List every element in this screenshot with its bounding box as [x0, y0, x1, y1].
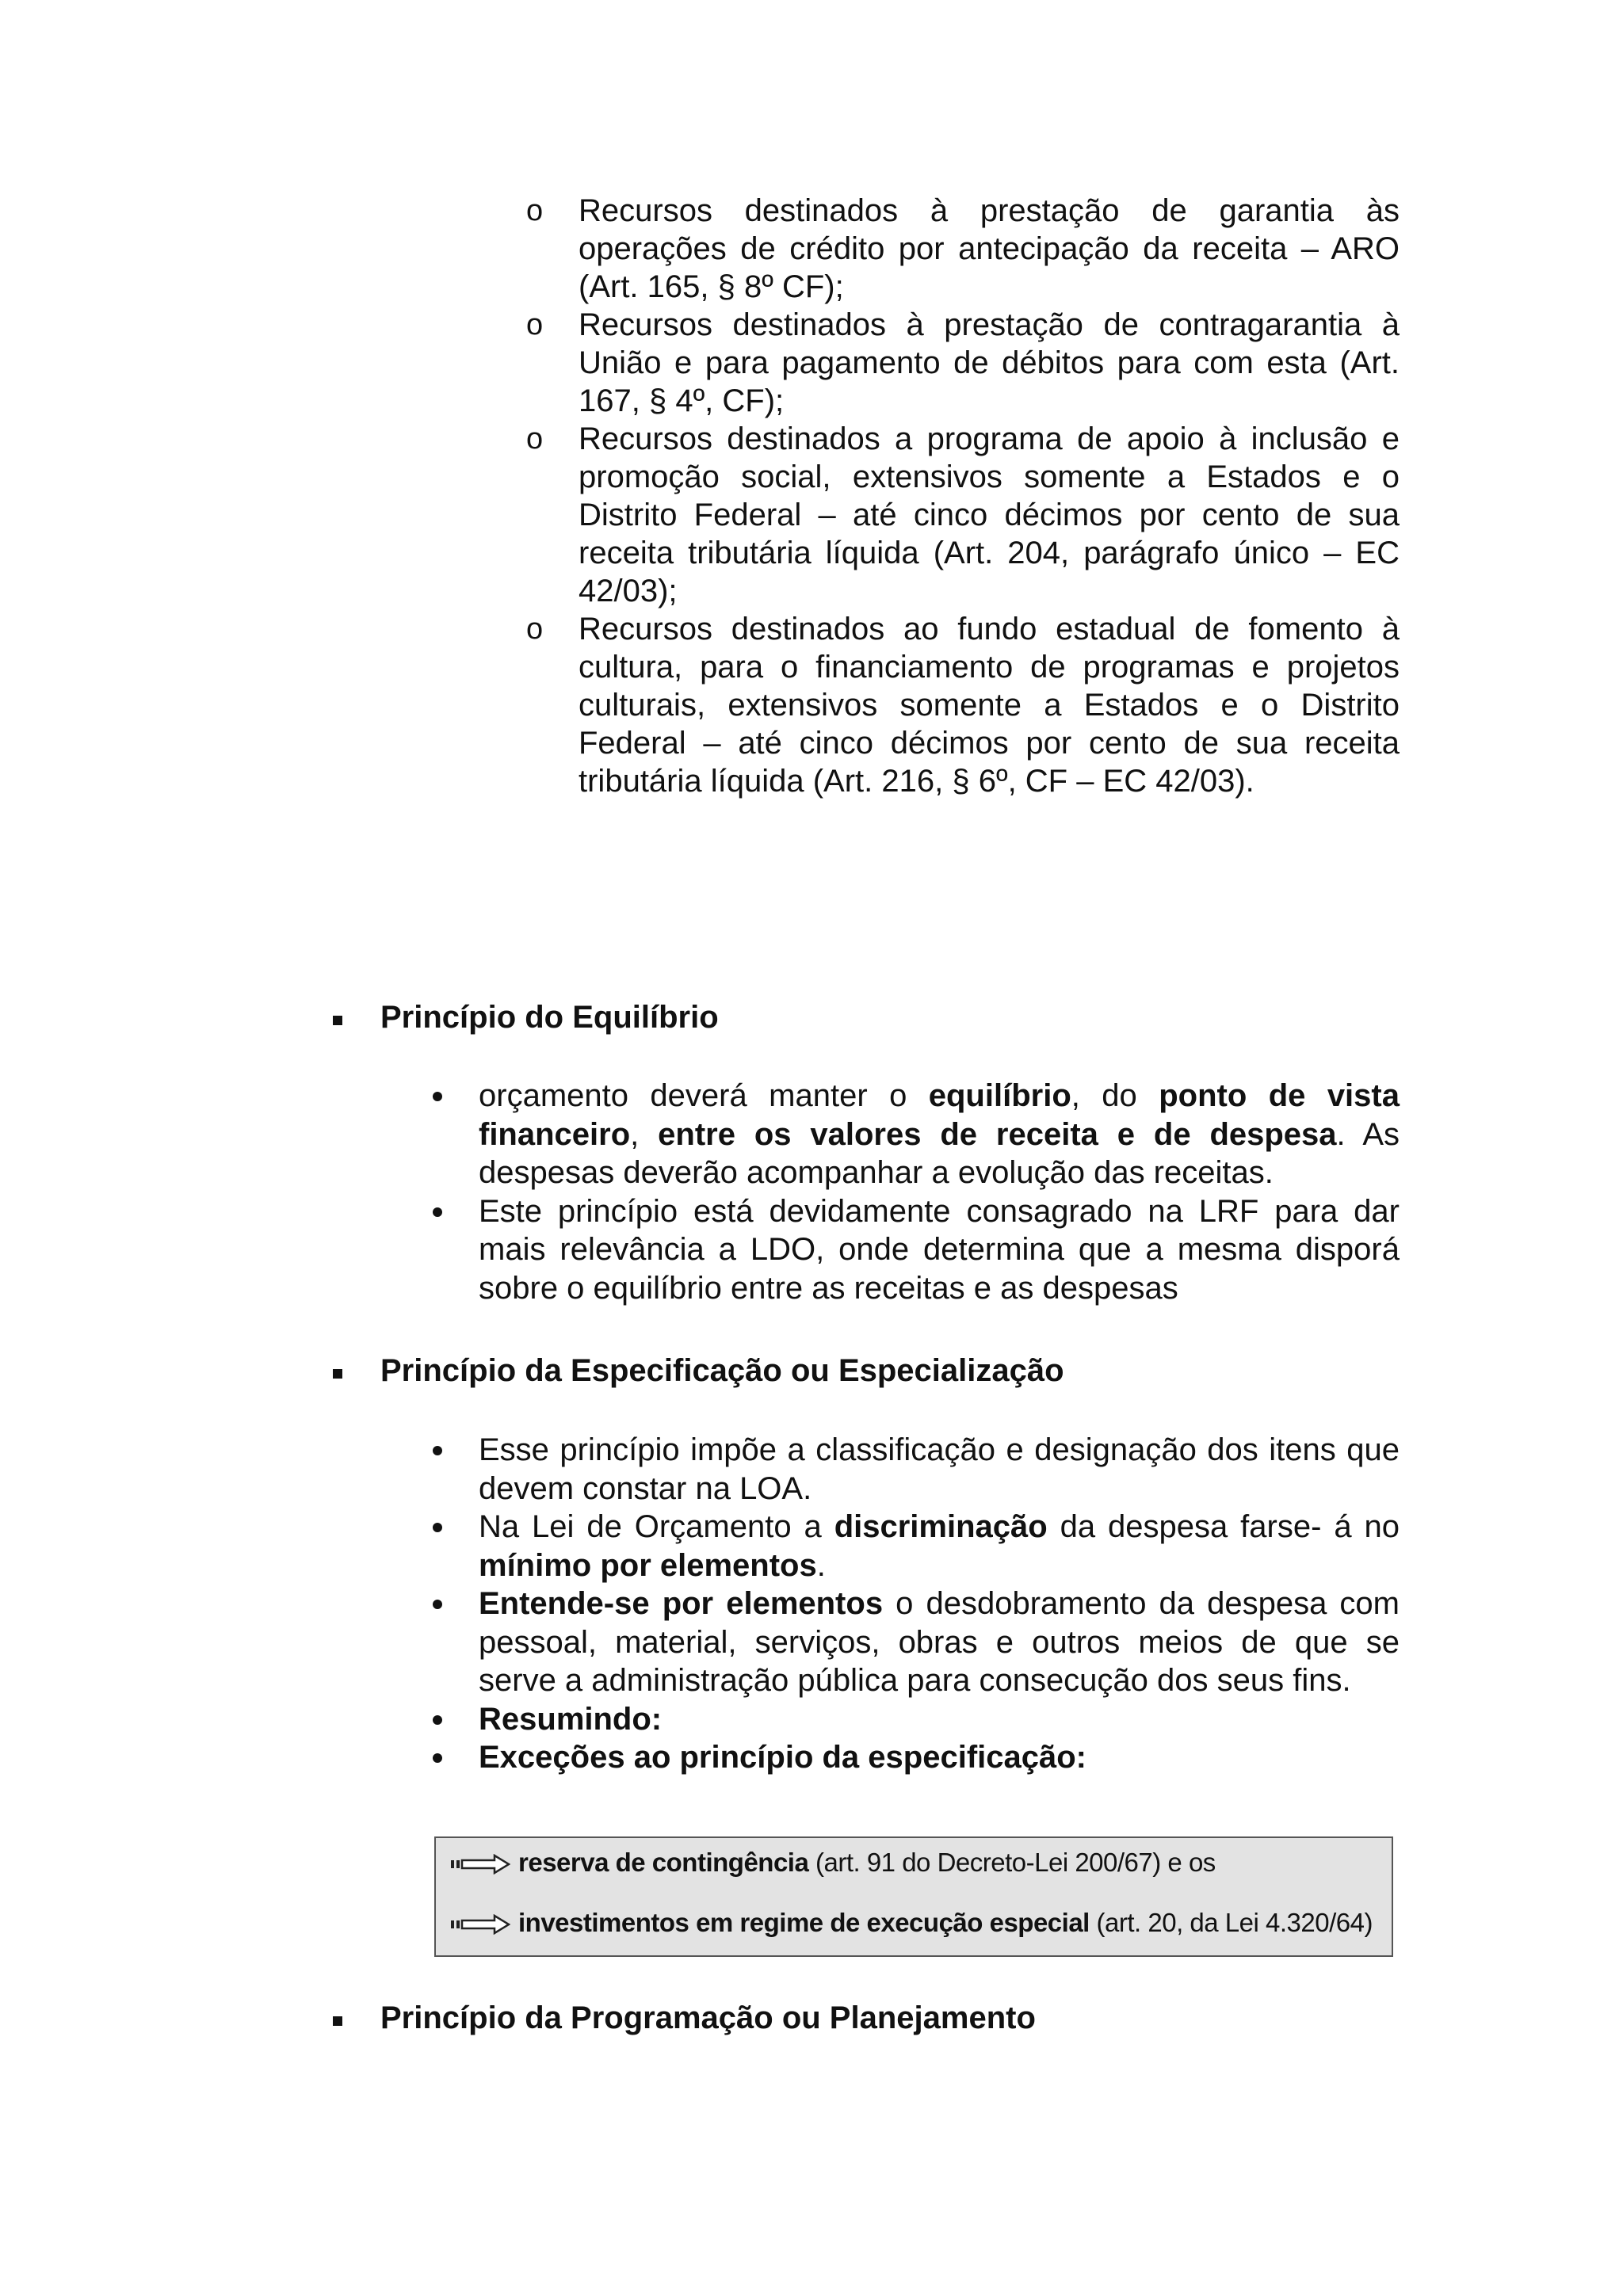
arrow-right-icon [450, 1854, 510, 1875]
list-item: Esse princípio impõe a classificação e designação dos itens que devem constar na LOA. [428, 1431, 1400, 1508]
exceptions-box [434, 1836, 1393, 1957]
bullet-dot-icon [433, 1092, 442, 1101]
bullet-dot-icon [433, 1446, 442, 1455]
equilibrio-bullet-list [428, 1077, 1400, 1307]
square-bullet-icon [333, 1369, 342, 1379]
list-item: Resumindo: [428, 1700, 1400, 1739]
list-item: o Recursos destinados a programa de apoio à inclusão e promoção social, extensivos somente a Estados e o Distrito Federal – até cinco décimos por cento de sua receita tributária líquida (Art. 204, parágrafo único – EC 42/03); [526, 421, 1400, 608]
exception-row: investimentos em regime de execução especial (art. 20, da Lei 4.320/64) [450, 1908, 1373, 1938]
circle-marker-icon: o [526, 612, 544, 646]
list-item: Entende-se por elementos o desdobramento da despesa com pessoal, material, serviços, obras e outros meios de que se serve a administração pública para consecução dos seus fins. [428, 1585, 1400, 1700]
list-item: Na Lei de Orçamento a discriminação da despesa farse- á no mínimo por elementos. [428, 1508, 1400, 1585]
list-item: orçamento deverá manter o equilíbrio, do ponto de vista financeiro, entre os valores de receita e de despesa. As despesas deverão acompanhar a evolução das receitas. [428, 1077, 1400, 1192]
square-bullet-icon [333, 1016, 342, 1025]
list-item: o Recursos destinados ao fundo estadual de fomento à cultura, para o financiamento de programas e projetos culturais, extensivos somente a Estados e o Distrito Federal – até cinco décimos por cento de sua receita tributária líquida (Art. 216, § 6º, CF – EC 42/03). [526, 612, 1400, 799]
especificacao-bullet-list [428, 1431, 1400, 1777]
document-page: o Recursos destinados à prestação de garantia às operações de crédito por antecipação da receita – ARO (Art. 165, § 8º CF); o Recursos destinados à prestação de contragarantia à União e para pagamento de débitos para com esta (Art. 167, § 4º, CF); o Recursos destinados a programa de apoio à inclusão e promoção social, extensivos somente a Estados e o Distrito Federal – até cinco décimos por cento de sua receita tributária líquida (Art. 204, parágrafo único – EC 42/03); o Recursos destinados ao fundo estadual de fomento à cultura, para o financiamento de programas e projetos culturais, extensivos somente a Estados e o Distrito Federal – até cinco décimos por cento de sua receita tributária líquida (Art. 216, § 6º, CF – EC 42/03). Princípio do Equilíbrio orçamento deverá manter o equilíbrio, do ponto de vista financeiro, entre os valores de receita e de despesa. As despesas deverão acompanhar a evolução das receitas. Este princípio está devidamente consagrado na LRF para dar mais relevância a LDO, onde determina que a mesma disporá sobre o equilíbrio entre as receitas e as despesas Princípio da Especificação ou Especialização Esse princípio impõe a classificação e designação dos itens que devem constar na LOA. Na Lei de Orçamento a discriminação da despesa farse- á no mínimo por elementos. Entende-se por elementos o desdobramento da despesa com pessoal, material, serviços, obras e outros meios de que se serve a administração pública para consecução dos seus fins. Resumindo: Exceções ao princípio da especificação: reserva de contingência (art. 91 do Decreto-Lei 200/67) e os investimentos em regime de execução especial (art. 20, da Lei 4.320/64) Princípio da Programação ou Planejamento [0, 0, 1623, 2296]
resource-exceptions-list [526, 192, 1400, 800]
square-bullet-icon [333, 2016, 342, 2026]
list-item: Exceções ao princípio da especificação: [428, 1738, 1400, 1777]
bullet-dot-icon [433, 1715, 442, 1725]
arrow-right-icon [450, 1914, 510, 1935]
bullet-dot-icon [433, 1207, 442, 1217]
list-item: Este princípio está devidamente consagrado na LRF para dar mais relevância a LDO, onde determina que a mesma disporá sobre o equilíbrio entre as receitas e as despesas [428, 1192, 1400, 1308]
list-item: o Recursos destinados à prestação de contragarantia à União e para pagamento de débitos para com esta (Art. 167, § 4º, CF); [526, 307, 1400, 418]
bullet-dot-icon [433, 1600, 442, 1609]
exception-row: reserva de contingência (art. 91 do Decreto-Lei 200/67) e os [450, 1848, 1216, 1878]
list-item: o Recursos destinados à prestação de garantia às operações de crédito por antecipação da receita – ARO (Art. 165, § 8º CF); [526, 193, 1400, 304]
circle-marker-icon: o [526, 308, 544, 341]
bullet-dot-icon [433, 1753, 442, 1763]
circle-marker-icon: o [526, 422, 544, 456]
circle-marker-icon: o [526, 194, 544, 227]
bullet-dot-icon [433, 1523, 442, 1532]
